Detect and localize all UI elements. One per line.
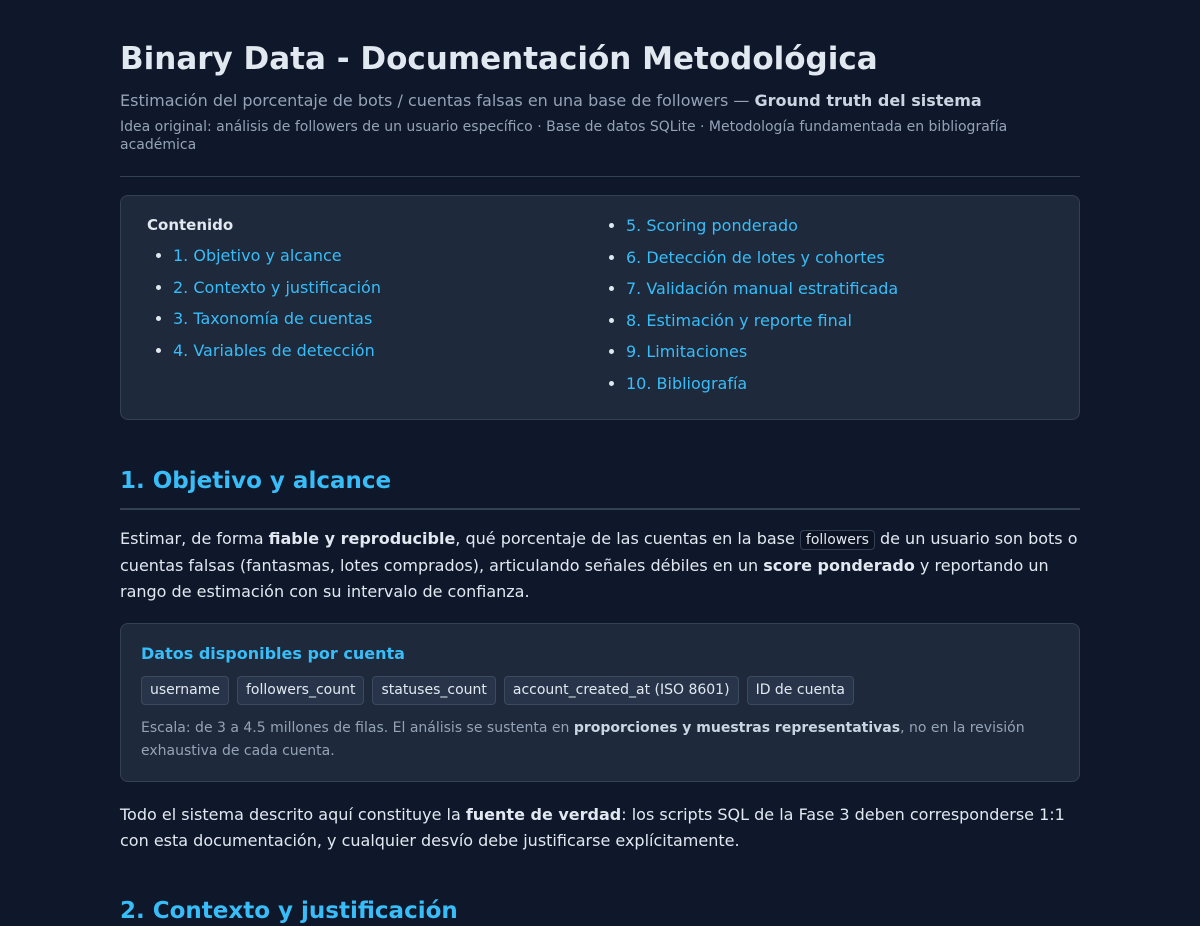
document — [120, 0, 1080, 926]
field-chip-followers-count: followers_count — [237, 676, 364, 705]
toc-column-left — [147, 214, 600, 405]
toc-link-variables[interactable]: 4. Variables de detección — [173, 340, 375, 360]
emphasis-text: score ponderado — [763, 556, 915, 575]
section-objetivo-paragraph — [120, 526, 1080, 605]
emphasis-text: fuente de verdad — [465, 805, 622, 824]
toc-list-left — [147, 246, 600, 361]
emphasis-text: proporciones y muestras representativas — [573, 720, 901, 736]
toc-item — [626, 248, 1053, 268]
toc-link-validacion[interactable]: 7. Validación manual estratificada — [626, 279, 899, 298]
toc-link-scoring[interactable]: 5. Scoring ponderado — [626, 216, 798, 235]
page-subtitle — [120, 90, 1080, 112]
toc-item — [173, 278, 600, 298]
section-heading-contexto: 2. Contexto y justificación — [120, 898, 458, 924]
section-objetivo — [120, 466, 1080, 854]
toc-item — [173, 341, 600, 361]
text-run: de un usuario son bots o cuentas falsas (fantasmas, lotes comprados), articulando señales débiles en un — [120, 529, 1078, 575]
text-run: Escala: de 3 a 4.5 millones de filas. El análisis se sustenta en — [141, 720, 574, 736]
text-run: y reportando un rango de estimación con su intervalo de confianza. — [120, 556, 1049, 601]
table-of-contents — [120, 195, 1080, 420]
toc-link-taxonomia[interactable]: 3. Taxonomía de cuentas — [173, 309, 373, 328]
toc-heading: Contenido — [147, 216, 234, 234]
page-title: Binary Data - Documentación Metodológica — [120, 41, 878, 77]
toc-link-objetivo[interactable]: 1. Objetivo y alcance — [173, 246, 342, 265]
toc-item — [626, 311, 1053, 331]
field-chip-account-created-at: account_created_at (ISO 8601) — [504, 676, 739, 705]
toc-item — [626, 279, 1053, 299]
toc-link-limitaciones[interactable]: 9. Limitaciones — [626, 342, 748, 361]
toc-item — [626, 374, 1053, 394]
card-title: Datos disponibles por cuenta — [141, 644, 405, 663]
section-divider — [120, 508, 1080, 510]
toc-link-bibliografia[interactable]: 10. Bibliografía — [626, 373, 748, 393]
text-run: Todo el sistema descrito aquí constituye la — [120, 805, 466, 824]
toc-item — [626, 342, 1053, 362]
subtitle-emphasis: Ground truth del sistema — [754, 91, 982, 110]
field-chips — [141, 676, 1059, 705]
text-run: : los scripts SQL de la Fase 3 deben corresponderse 1:1 con esta documentación, y cualquier desvío debe justificarse explícitamente. — [120, 805, 1065, 850]
inline-code: followers — [800, 530, 875, 550]
data-fields-card — [120, 623, 1080, 782]
toc-item — [626, 216, 1053, 236]
text-run: Estimar, de forma — [120, 529, 269, 548]
emphasis-text: fiable y reproducible — [268, 529, 456, 548]
toc-column-right — [600, 214, 1053, 405]
field-chip-statuses-count: statuses_count — [372, 676, 495, 705]
subtitle-text: Estimación del porcentaje de bots / cuentas falsas en una base de followers — — [120, 91, 755, 110]
toc-list-right — [600, 216, 1053, 394]
card-note — [141, 717, 1059, 763]
toc-item — [173, 246, 600, 266]
page-meta: Idea original: análisis de followers de un usuario específico · Base de datos SQLite · Metodología fundamentada en bibliografía académica — [120, 119, 1008, 153]
toc-link-lotes[interactable]: 6. Detección de lotes y cohortes — [626, 247, 885, 267]
text-run: , no en la revisión exhaustiva de cada cuenta. — [141, 720, 1025, 759]
section-heading-objetivo: 1. Objetivo y alcance — [120, 468, 392, 494]
section-contexto — [120, 896, 1080, 926]
field-chip-account-id: ID de cuenta — [747, 676, 854, 705]
section-objetivo-closing-paragraph — [120, 802, 1080, 854]
toc-item — [173, 309, 600, 329]
text-run: , qué porcentaje de las cuentas en la base — [455, 529, 800, 548]
field-chip-username: username — [141, 676, 229, 705]
toc-link-estimacion[interactable]: 8. Estimación y reporte final — [626, 310, 852, 330]
toc-link-contexto[interactable]: 2. Contexto y justificación — [173, 277, 381, 297]
header-divider — [120, 176, 1080, 177]
